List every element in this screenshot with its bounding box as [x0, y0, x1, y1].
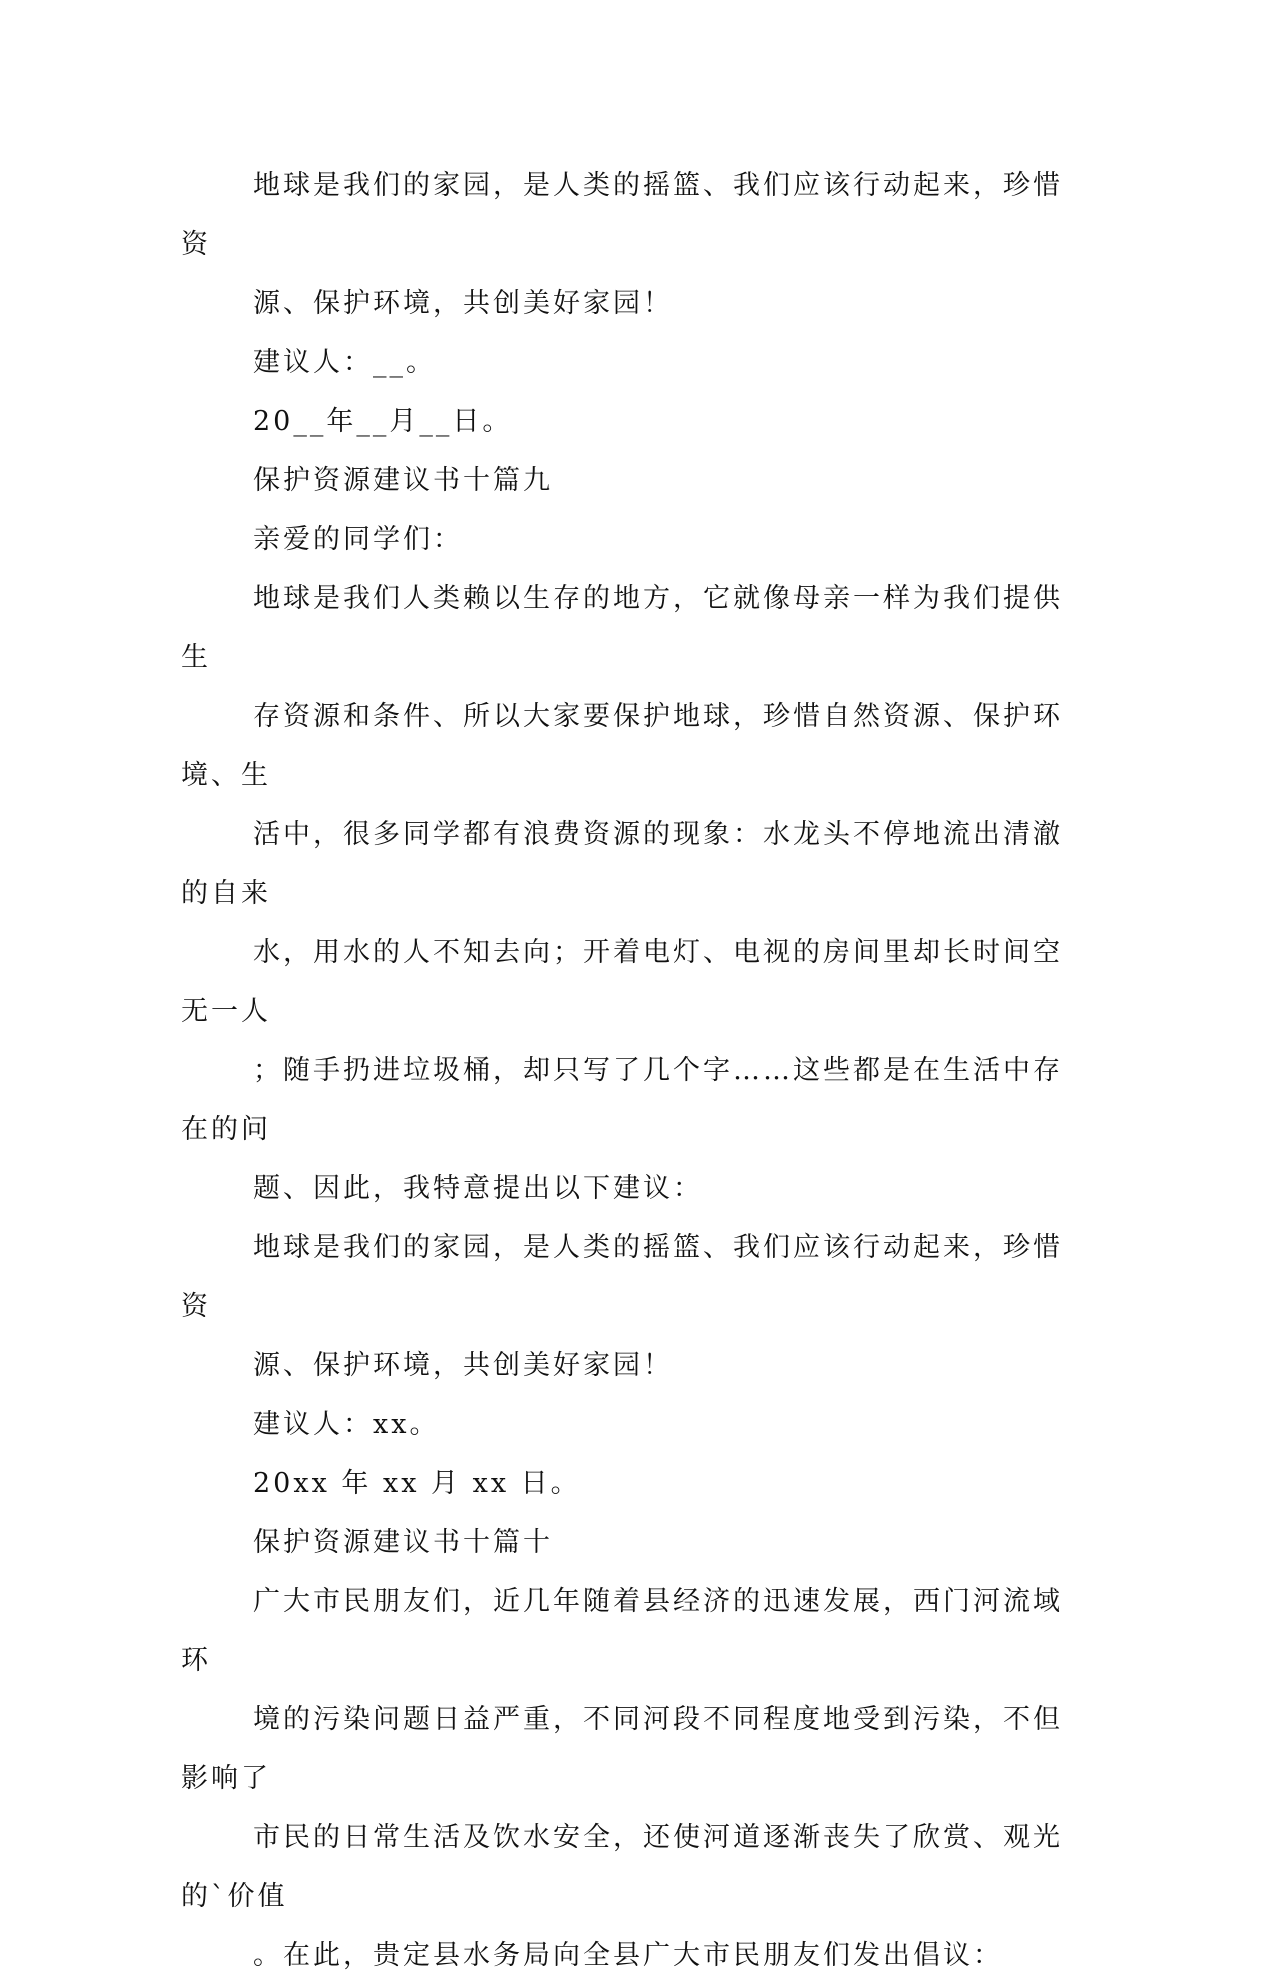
text-line: 地球是我们的家园，是人类的摇篮、我们应该行动起来，珍惜资	[181, 170, 1063, 260]
text-line: 源、保护环境，共创美好家园！	[253, 1350, 673, 1381]
text-line: 地球是我们的家园，是人类的摇篮、我们应该行动起来，珍惜资	[181, 1232, 1063, 1322]
proposer-line	[181, 1395, 1081, 1454]
salutation	[181, 510, 1081, 569]
paragraph-body	[181, 569, 1081, 1218]
date-line	[181, 1454, 1081, 1513]
text-line: 市民的日常生活及饮水安全，还使河道逐渐丧失了欣赏、观光的`价值	[181, 1822, 1063, 1912]
text-line: 活中，很多同学都有浪费资源的现象：水龙头不停地流出清澈的自来	[181, 819, 1063, 909]
text-line: 广大市民朋友们，近几年随着县经济的迅速发展，西门河流域环	[181, 1586, 1063, 1676]
text-line: 题、因此，我特意提出以下建议：	[253, 1173, 703, 1204]
date-line	[181, 392, 1081, 451]
text-line: 20__年__月__日。	[253, 406, 513, 437]
section-heading	[181, 1513, 1081, 1572]
text-line: 建议人：xx。	[253, 1409, 440, 1440]
text-line: 地球是我们人类赖以生存的地方，它就像母亲一样为我们提供生	[181, 583, 1063, 673]
text-line: ；随手扔进垃圾桶，却只写了几个字……这些都是在生活中存在的问	[181, 1055, 1063, 1145]
text-line: 保护资源建议书十篇九	[253, 465, 553, 496]
section-heading	[181, 451, 1081, 510]
text-line: 建议人：__。	[253, 347, 436, 378]
text-line: 水，用水的人不知去向；开着电灯、电视的房间里却长时间空无一人	[181, 937, 1063, 1027]
paragraph-protect-earth	[181, 1218, 1081, 1395]
paragraph-body	[181, 1572, 1081, 1985]
document-body	[181, 156, 1081, 1985]
paragraph-protect-earth	[181, 156, 1081, 333]
text-line: 。在此，贵定县水务局向全县广大市民朋友们发出倡议：	[253, 1940, 1003, 1971]
text-line: 保护资源建议书十篇十	[253, 1527, 553, 1558]
text-line: 境的污染问题日益严重，不同河段不同程度地受到污染，不但影响了	[181, 1704, 1063, 1794]
text-line: 源、保护环境，共创美好家园！	[253, 288, 673, 319]
text-line: 存资源和条件、所以大家要保护地球，珍惜自然资源、保护环境、生	[181, 701, 1063, 791]
text-line: 20xx 年 xx 月 xx 日。	[253, 1468, 581, 1499]
proposer-line	[181, 333, 1081, 392]
text-line: 亲爱的同学们：	[253, 524, 463, 555]
